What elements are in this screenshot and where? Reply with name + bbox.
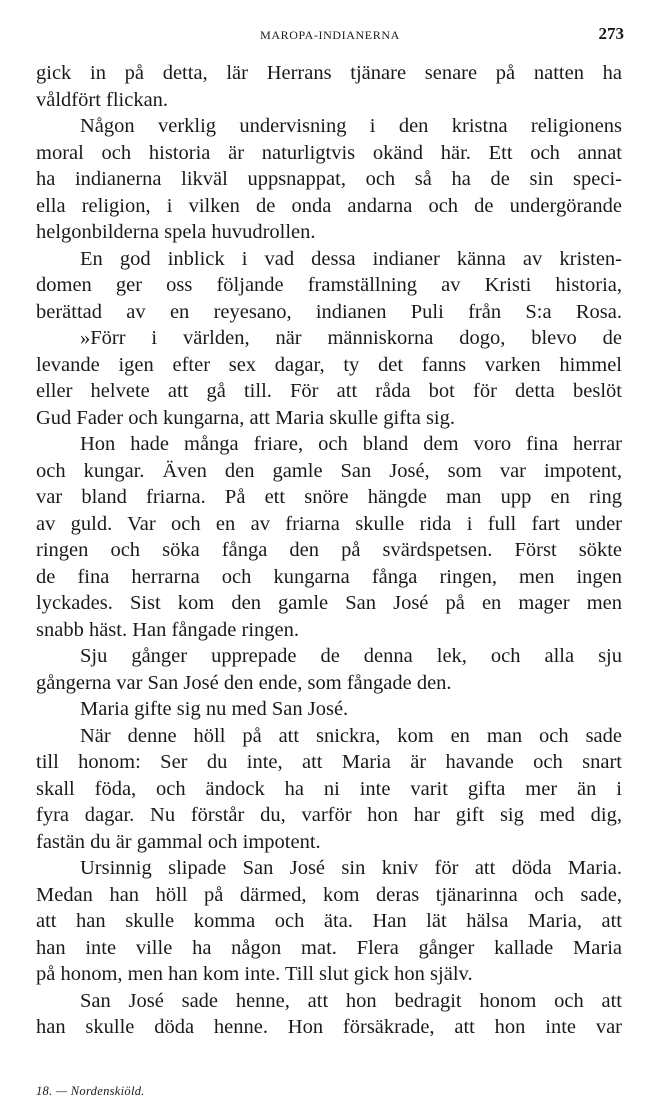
text-line: Maria gifte sig nu med San José. xyxy=(80,698,349,720)
footer-signature: 18. — Nordenskiöld. xyxy=(36,1084,145,1098)
text-line: lyckades. Sist kom den gamle San José på en mager men xyxy=(36,592,622,614)
text-line: snabb häst. Han fångade ringen. xyxy=(36,618,299,641)
text-line: ha indianerna likväl uppsnappat, och så ha de sin speci- xyxy=(36,168,622,190)
running-title: MAROPA-INDIANERNA xyxy=(260,28,400,42)
text-line: Hon hade många friare, och bland dem voro fina herrar xyxy=(80,433,622,455)
text-line: gick in på detta, lär Herrans tjänare senare på natten ha xyxy=(36,62,622,84)
text-line: att han skulle komma och äta. Han lät hälsa Maria, att xyxy=(36,910,622,932)
text-line: Sju gånger upprepade de denna lek, och alla sju xyxy=(80,645,622,667)
text-line: Någon verklig undervisning i den kristna religionens xyxy=(80,115,622,137)
text-line: En god inblick i vad dessa indianer känna av kristen- xyxy=(80,247,622,270)
text-line: på honom, men han kom inte. Till slut gick hon själv. xyxy=(36,963,473,985)
text-line: våldfört flickan. xyxy=(36,88,169,111)
text-line: moral och historia är naturligtvis okänd här. Ett och annat xyxy=(36,141,622,164)
text-line: skall föda, och ändock ha ni inte varit gifta mer än i xyxy=(36,777,622,800)
text-line: fastän du är gammal och impotent. xyxy=(36,830,321,853)
text-line: gångerna var San José den ende, som fångade den. xyxy=(36,671,452,694)
text-line: När denne höll på att snickra, kom en man och sade xyxy=(80,724,622,747)
text-line: eller helvete att gå till. För att råda bot för detta beslöt xyxy=(36,380,622,402)
text-line: han skulle döda henne. Hon försäkrade, att hon inte var xyxy=(36,1016,622,1038)
text-line: ringen och söka fånga den på svärdspetsen. Först sökte xyxy=(36,539,622,561)
text-line: han inte ville ha någon mat. Flera gånger kallade Maria xyxy=(36,936,622,959)
text-line: Medan han höll på därmed, kom deras tjänarinna och sade, xyxy=(36,883,622,906)
text-line: domen ger oss följande framställning av Kristi historia, xyxy=(36,274,622,296)
page-number: 273 xyxy=(598,24,624,43)
text-line: Gud Fader och kungarna, att Maria skulle gifta sig. xyxy=(36,406,455,429)
text-line: de fina herrarna och kungarna fånga ringen, men ingen xyxy=(36,565,622,588)
text-line: till honom: Ser du inte, att Maria är havande och snart xyxy=(36,751,622,773)
text-line: »Förr i världen, när människorna dogo, blevo de xyxy=(80,327,622,349)
text-line: helgonbilderna spela huvudrollen. xyxy=(36,221,316,243)
running-head xyxy=(36,24,624,46)
text-line: ella religion, i vilken de onda andarna och de undergörande xyxy=(36,194,622,217)
text-line: San José sade henne, att hon bedragit honom och att xyxy=(80,989,622,1012)
text-line: och kungar. Även den gamle San José, som var impotent, xyxy=(36,459,622,482)
text-line: av guld. Var och en av friarna skulle rida i full fart under xyxy=(36,512,622,535)
text-line: var bland friarna. På ett snöre hängde man upp en ring xyxy=(36,486,622,508)
body-text xyxy=(36,60,622,1041)
text-line: fyra dagar. Nu förstår du, varför hon har gift sig med dig, xyxy=(36,804,622,826)
text-line: Ursinnig slipade San José sin kniv för att döda Maria. xyxy=(80,857,622,879)
text-line: levande igen efter sex dagar, ty det fanns varken himmel xyxy=(36,353,622,376)
text-line: berättad av en reyesano, indianen Puli från S:a Rosa. xyxy=(36,300,622,323)
